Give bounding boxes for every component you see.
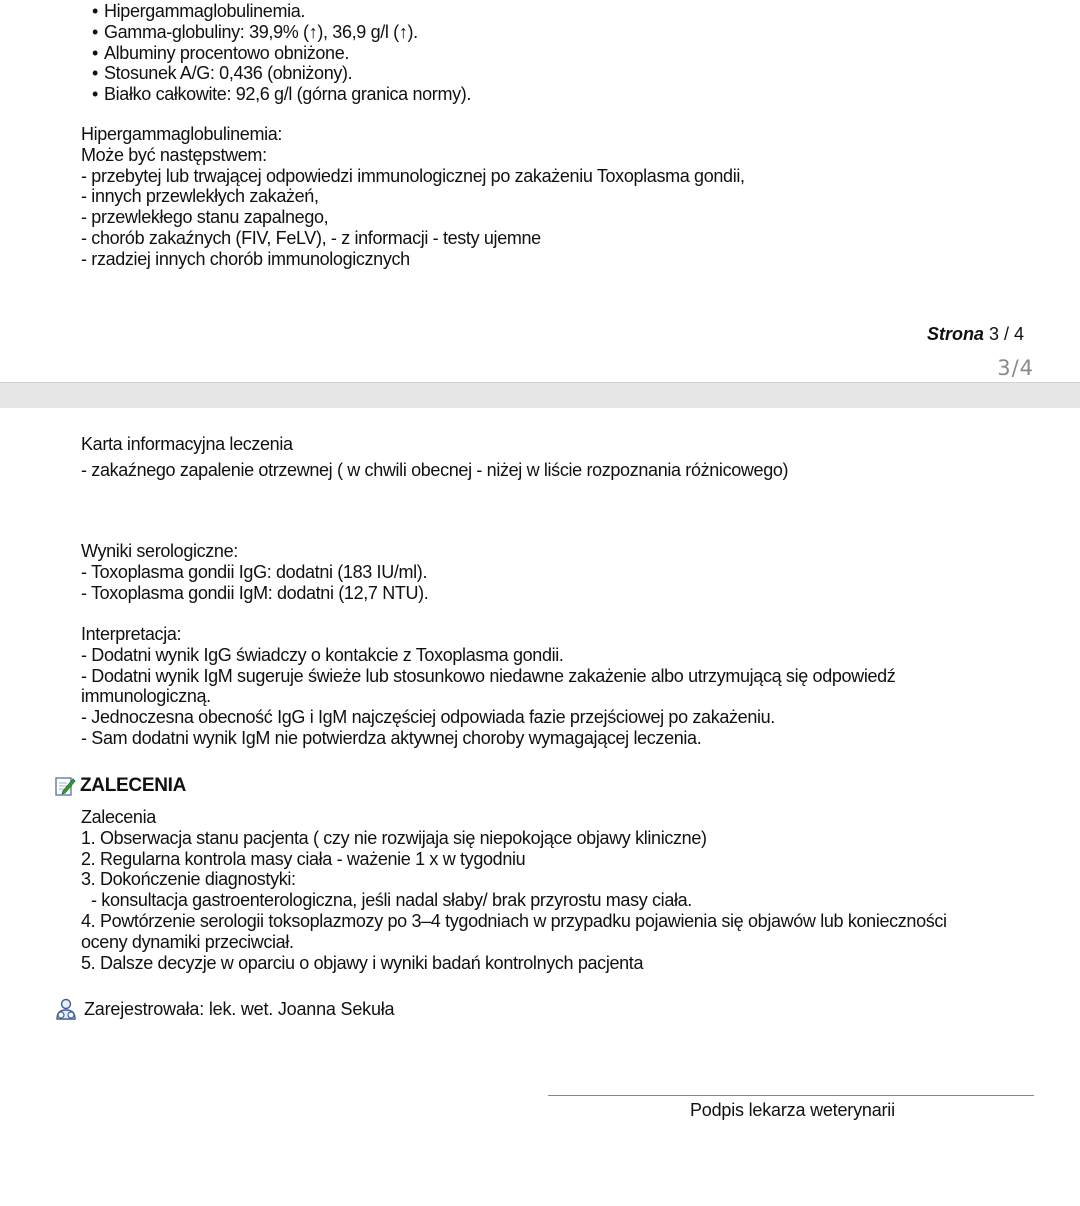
- list-item: • Gamma-globuliny: 39,9% (↑), 36,9 g/l (↑).: [92, 22, 471, 43]
- edit-note-icon: [54, 775, 76, 797]
- hypergammaglobulinemia-block: [81, 124, 745, 270]
- document-page-3: [0, 0, 1080, 382]
- page-footer-number: [927, 324, 1024, 345]
- text-line: - innych przewlekłych zakażeń,: [81, 186, 319, 207]
- text-line: - Toxoplasma gondii IgM: dodatni (12,7 NTU).: [81, 582, 429, 603]
- recommendations-heading: [54, 774, 186, 798]
- signature-label: Podpis lekarza weterynarii: [690, 1100, 895, 1120]
- text-line: - konsultacja gastroenterologiczna, jeśli nadal słaby/ brak przyrostu masy ciała.: [91, 890, 692, 911]
- user-icon: [54, 997, 78, 1021]
- text-line: immunologiczną.: [81, 686, 211, 707]
- signature-line: [548, 1095, 1034, 1096]
- text-line: 5. Dalsze decyzje w oparciu o objawy i wyniki badań kontrolnych pacjenta: [81, 952, 644, 973]
- text-line: - Jednoczesna obecność IgG i IgM najczęściej odpowiada fazie przejściowej po zakażeniu.: [81, 707, 775, 728]
- list-item: • Albuminy procentowo obniżone.: [92, 43, 471, 64]
- lab-findings-list: [92, 1, 471, 105]
- registered-text: Zarejestrowała: lek. wet. Joanna Sekuła: [84, 998, 395, 1019]
- recommendations-block: [81, 807, 947, 973]
- text-line: - chorób zakaźnych (FIV, FeLV), - z informacji - testy ujemne: [81, 227, 541, 248]
- list-item: • Białko całkowite: 92,6 g/l (górna granica normy).: [92, 84, 471, 105]
- text-line: 3. Dokończenie diagnostyki:: [81, 869, 296, 890]
- list-item: • Stosunek A/G: 0,436 (obniżony).: [92, 63, 471, 84]
- text-line: - Sam dodatni wynik IgM nie potwierdza aktywnej choroby wymagającej leczenia.: [81, 727, 702, 748]
- text-line: Interpretacja:: [81, 624, 182, 644]
- text-line: Karta informacyjna leczenia: [81, 434, 293, 454]
- treatment-card-block: [81, 430, 788, 481]
- text-line: Hipergammaglobulinemia:: [81, 124, 283, 144]
- text-line: - Dodatni wynik IgM sugeruje świeże lub stosunkowo niedawne zakażenie albo utrzymującą się odpowiedź: [81, 665, 896, 686]
- serology-block: [81, 541, 428, 603]
- registered-by: [54, 996, 394, 1022]
- text-line: 1. Obserwacja stanu pacjenta ( czy nie rozwijaja się niepokojące objawy kliniczne): [81, 827, 707, 848]
- viewer-page-counter: 3/4: [997, 356, 1034, 380]
- text-line: - Toxoplasma gondii IgG: dodatni (183 IU/ml).: [81, 561, 428, 582]
- interpretation-block: [81, 624, 895, 749]
- text-line: - rzadziej innych chorób immunologicznych: [81, 248, 410, 269]
- text-line: - zakaźnego zapalenie otrzewnej ( w chwili obecnej - niżej w liście rozpoznania różnicowego): [81, 460, 789, 480]
- text-line: Może być następstwem:: [81, 144, 267, 165]
- text-line: oceny dynamiki przeciwciał.: [81, 931, 294, 952]
- list-item: • Hipergammaglobulinemia.: [92, 1, 471, 22]
- page-footer-label: Strona: [926, 324, 984, 344]
- text-line: 4. Powtórzenie serologii toksoplazmozy po 3–4 tygodniach w przypadku pojawienia się objawów lub konieczności: [81, 910, 947, 931]
- document-page-4: [0, 408, 1080, 1206]
- page-footer-value: 3 / 4: [988, 324, 1024, 344]
- page-separator: [0, 382, 1080, 408]
- text-line: - przebytej lub trwającej odpowiedzi immunologicznej po zakażeniu Toxoplasma gondii,: [81, 165, 745, 186]
- text-line: - przewlekłego stanu zapalnego,: [81, 207, 329, 228]
- text-line: 2. Regularna kontrola masy ciała - ważenie 1 x w tygodniu: [81, 848, 526, 869]
- text-line: Wyniki serologiczne:: [81, 541, 238, 561]
- text-line: - Dodatni wynik IgG świadczy o kontakcie z Toxoplasma gondii.: [81, 644, 564, 665]
- text-line: Zalecenia: [81, 807, 156, 827]
- recommendations-title: ZALECENIA: [80, 775, 187, 796]
